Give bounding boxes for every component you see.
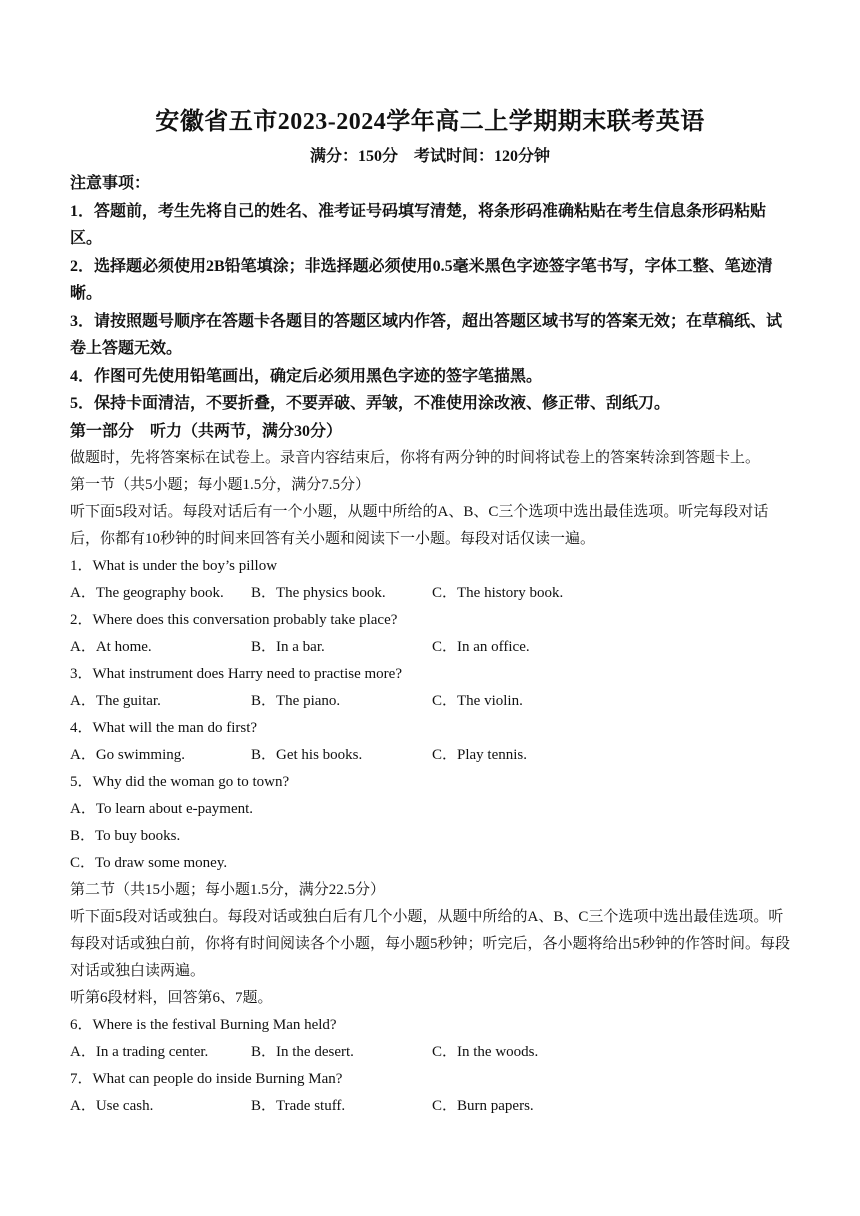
- option-b: B．In a bar.: [251, 639, 325, 655]
- option-b: B．The piano.: [251, 693, 341, 709]
- page-title: 安徽省五市2023-2024学年高二上学期期末联考英语: [155, 109, 705, 135]
- part1-heading: 第一部分 听力（共两节，满分30分）: [70, 422, 343, 440]
- question-4-options: [70, 742, 795, 769]
- question-5: 5．Why did the woman go to town?: [70, 774, 290, 790]
- option-a: A．Go swimming.: [70, 747, 186, 763]
- question-6-options: [70, 1039, 795, 1066]
- option-c: C．In an office.: [432, 639, 530, 655]
- question-7-options: [70, 1093, 795, 1120]
- question-5-option-c: C．To draw some money.: [70, 855, 228, 871]
- exam-content: [70, 170, 795, 1120]
- option-c: C．Burn papers.: [432, 1098, 534, 1114]
- question-2-options: [70, 634, 795, 661]
- section1-heading: 第一节（共5小题；每小题1.5分，满分7.5分）: [70, 477, 371, 493]
- note-item-4: 4．作图可先使用铅笔画出，确定后必须用黑色字迹的签字笔描黑。: [70, 367, 543, 385]
- option-c: C．The violin.: [432, 693, 523, 709]
- option-b: B．In the desert.: [251, 1044, 354, 1060]
- question-6: 6．Where is the festival Burning Man held?: [70, 1017, 337, 1033]
- material-6-note: 听第6段材料，回答第6、7题。: [70, 990, 273, 1006]
- question-5-option-b: B．To buy books.: [70, 828, 181, 844]
- option-b: B．The physics book.: [251, 585, 386, 601]
- option-a: A．The geography book.: [70, 585, 224, 601]
- question-3: 3．What instrument does Harry need to practise more?: [70, 666, 402, 682]
- notes-heading: 注意事项：: [70, 175, 151, 192]
- option-a: A．At home.: [70, 639, 152, 655]
- section2-instructions: 听下面5段对话或独白。每段对话或独白后有几个小题，从题中所给的A、B、C三个选项中选出最佳选项。听每段对话或独白前，你将有时间阅读各个小题，每小题5秒钟；听完后，各小题将给出5秒钟的作答时间。每段对话或独白读两遍。: [70, 909, 791, 979]
- option-b: B．Trade stuff.: [251, 1098, 346, 1114]
- question-1: 1．What is under the boy’s pillow: [70, 558, 278, 574]
- option-c: C．The history book.: [432, 585, 564, 601]
- question-1-options: [70, 580, 795, 607]
- option-b: B．Get his books.: [251, 747, 363, 763]
- note-item-5: 5．保持卡面清洁，不要折叠，不要弄破、弄皱，不准使用涂改液、修正带、刮纸刀。: [70, 395, 671, 412]
- section1-instructions: 听下面5段对话。每段对话后有一个小题，从题中所给的A、B、C三个选项中选出最佳选项。听完每段对话后，你都有10秒钟的时间来回答有关小题和阅读下一小题。每段对话仅读一遍。: [70, 504, 769, 547]
- option-a: A．The guitar.: [70, 693, 161, 709]
- note-item-1: 1．答题前，考生先将自己的姓名、准考证号码填写清楚，将条形码准确粘贴在考生信息条形码粘贴区。: [70, 202, 767, 247]
- option-a: A．Use cash.: [70, 1098, 154, 1114]
- question-5-option-a: A．To learn about e-payment.: [70, 801, 254, 817]
- option-a: A．In a trading center.: [70, 1044, 209, 1060]
- question-4: 4．What will the man do first?: [70, 720, 258, 736]
- note-item-3: 3．请按照题号顺序在答题卡各题目的答题区域内作答，超出答题区域书写的答案无效；在草稿纸、试卷上答题无效。: [70, 312, 783, 357]
- part1-intro: 做题时，先将答案标在试卷上。录音内容结束后，你将有两分钟的时间将试卷上的答案转涂到答题卡上。: [70, 450, 761, 466]
- question-7: 7．What can people do inside Burning Man?: [70, 1071, 343, 1087]
- option-c: C．In the woods.: [432, 1044, 539, 1060]
- question-3-options: [70, 688, 795, 715]
- section2-heading: 第二节（共15小题；每小题1.5分，满分22.5分）: [70, 882, 386, 898]
- note-item-2: 2．选择题必须使用2B铅笔填涂；非选择题必须使用0.5毫米黑色字迹签字笔书写，字体工整、笔迹清晰。: [70, 257, 773, 302]
- exam-info: 满分：150分 考试时间：120分钟: [309, 148, 550, 165]
- question-2: 2．Where does this conversation probably take place?: [70, 612, 398, 628]
- option-c: C．Play tennis.: [432, 747, 528, 763]
